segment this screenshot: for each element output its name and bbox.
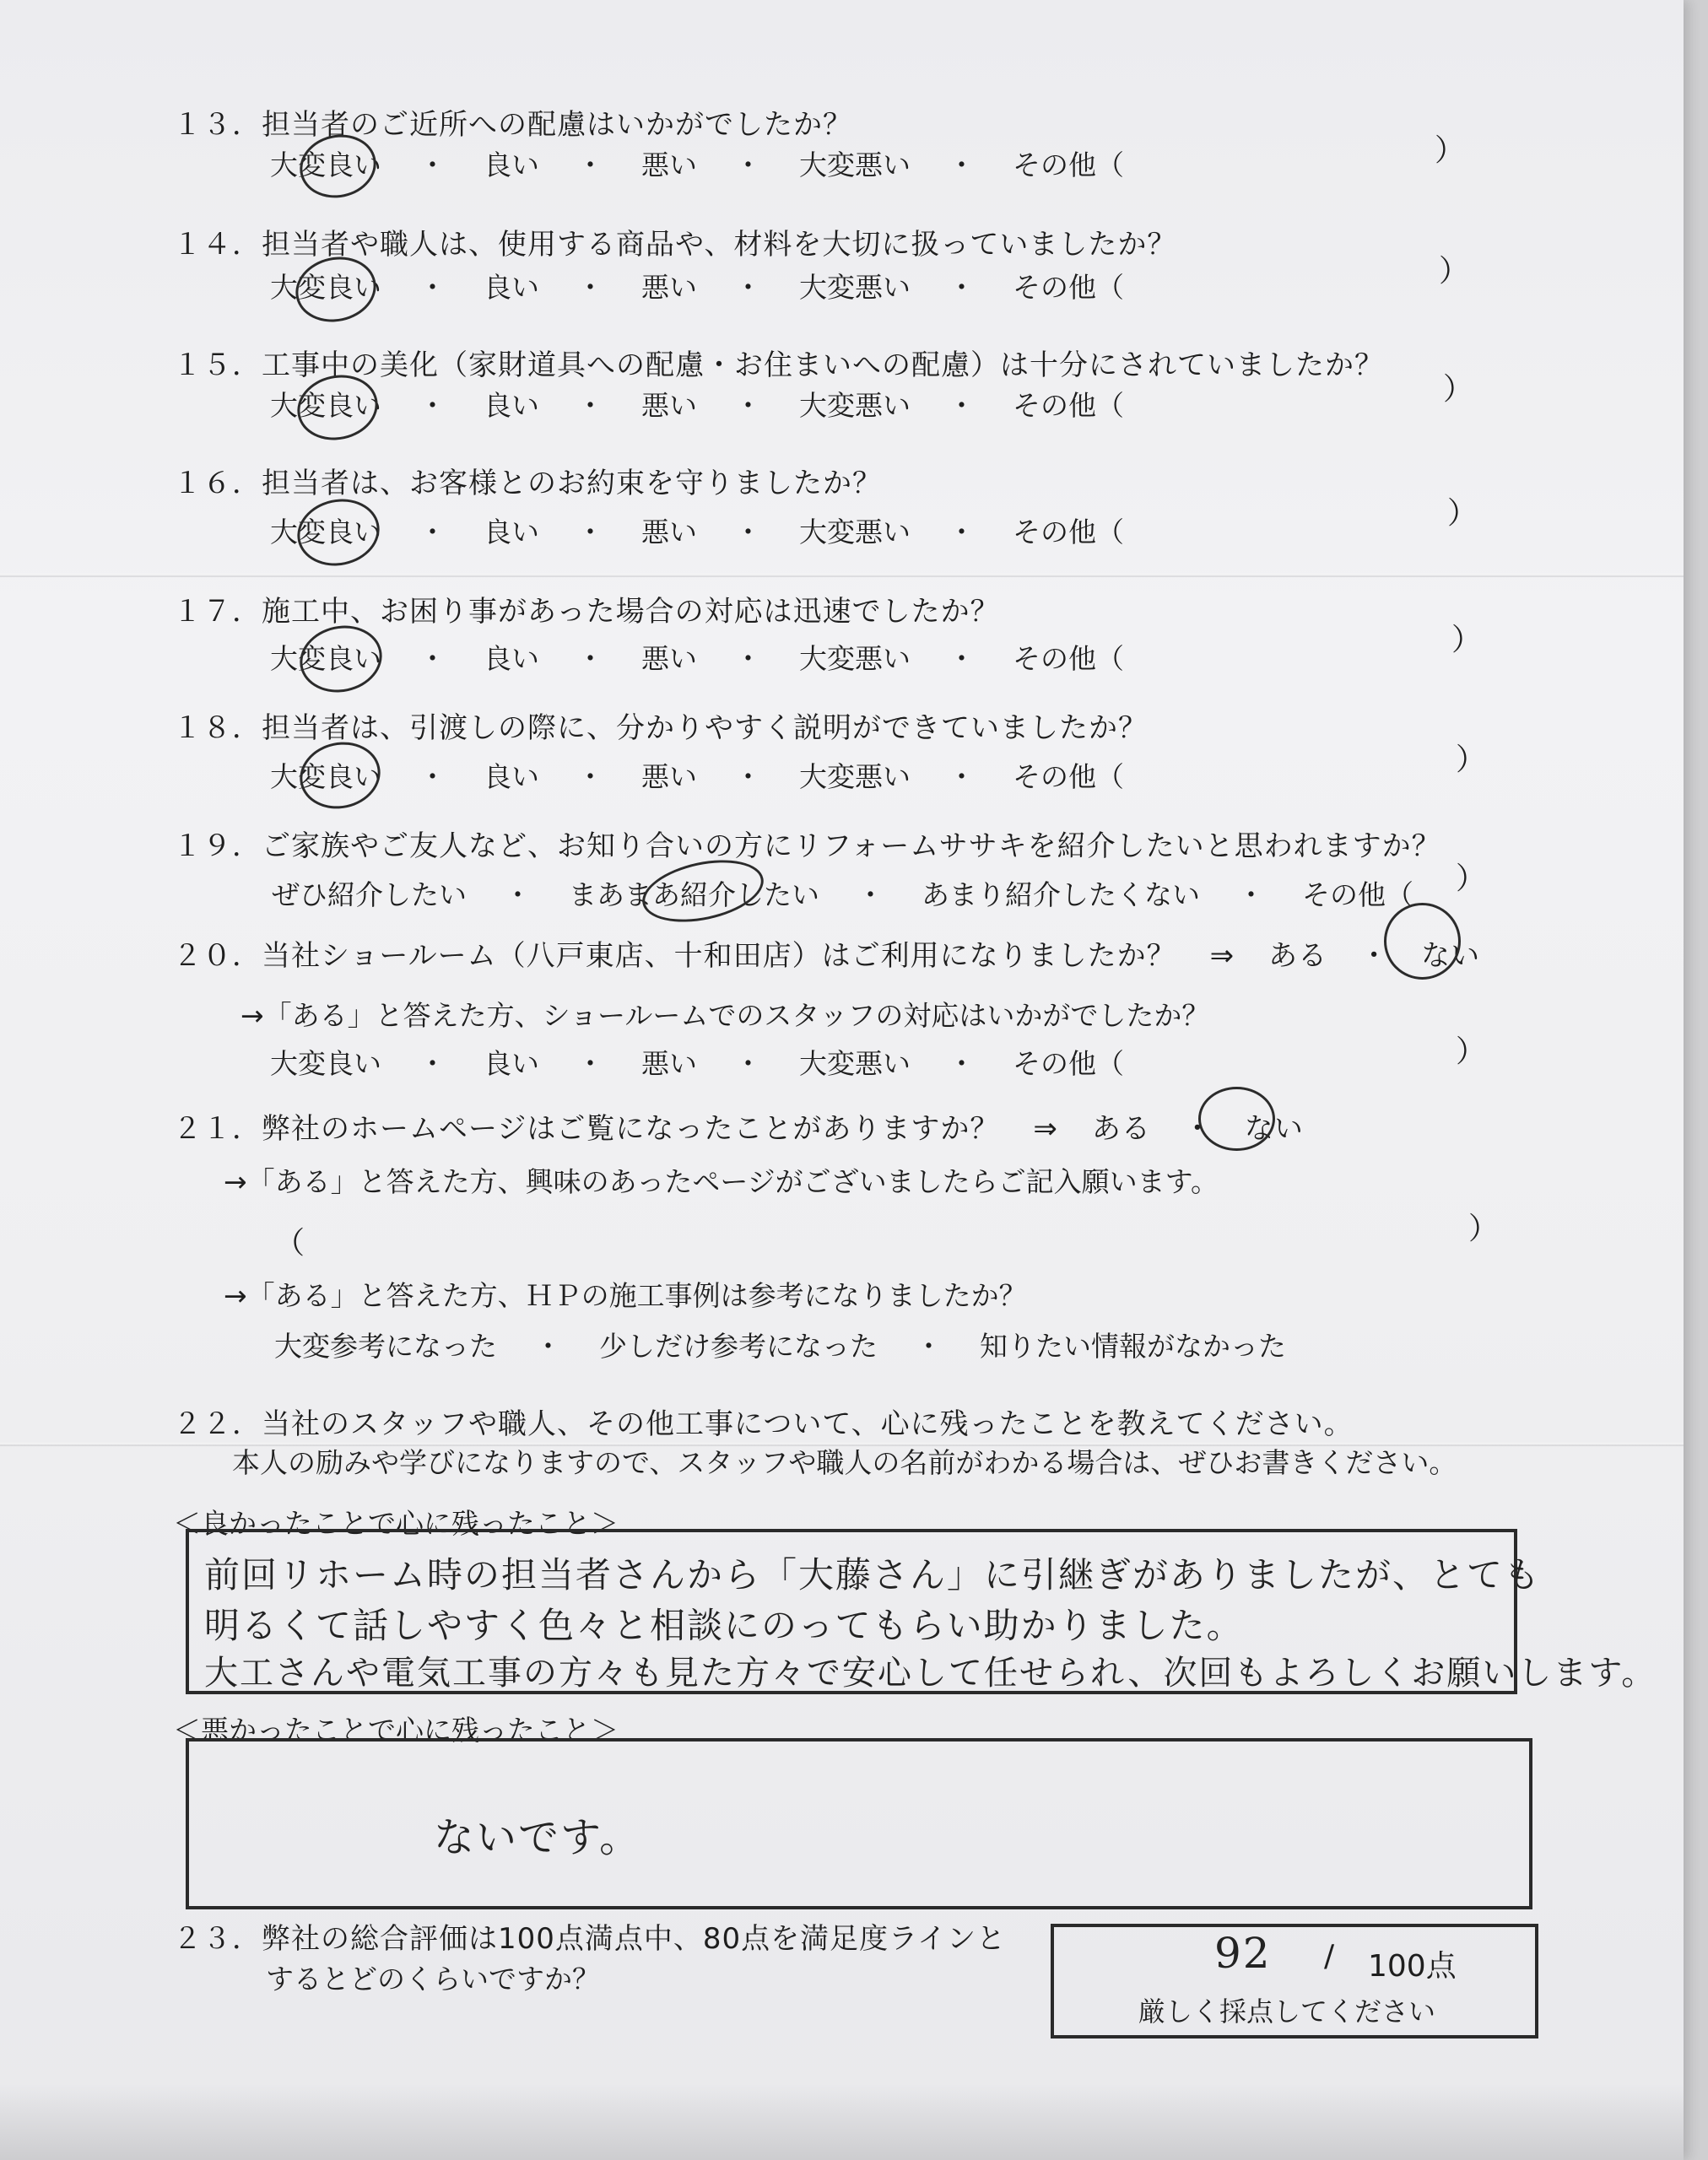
option-very-bad: 大変悪い — [799, 148, 911, 181]
close-paren: ） — [1439, 254, 1470, 289]
close-paren: ） — [1435, 133, 1466, 168]
question-14: １４．担当者や職人は、使用する商品や、材料を大切に扱っていましたか？ — [173, 228, 1177, 262]
options-q16: 大変良い ・ 良い ・ 悪い ・ 大変悪い ・ その他（ — [270, 516, 1124, 548]
question-20: ２０．当社ショールーム（八戸東店、十和田店）はご利用になりましたか？ ⇒ ある ・ ない — [173, 939, 1481, 973]
answer-circle — [1198, 1087, 1275, 1151]
close-paren: ） — [1451, 623, 1483, 657]
question-23-cont: するとどのくらいですか？ — [266, 1963, 600, 1995]
good-memories-label: ＜良かったことで心に残ったこと＞ — [173, 1507, 619, 1540]
followup-q21-examples: →「ある」と答えた方、ＨＰの施工事例は参考になりましたか？ — [224, 1279, 1027, 1312]
close-paren: ） — [1443, 372, 1474, 407]
handwritten-line: 明るくて話しやすく色々と相談にのってもらい助かりました。 — [204, 1605, 1244, 1646]
option-good: 良い — [484, 148, 539, 181]
question-23: ２３．弊社の総合評価は100点満点中、80点を満足度ラインと — [173, 1922, 1007, 1956]
answer-circle — [294, 618, 388, 700]
question-15: １５．工事中の美化（家財道具への配慮・お住まいへの配慮）は十分にされていましたか？ — [173, 348, 1384, 382]
options-q20: 大変良い ・ 良い ・ 悪い ・ 大変悪い ・ その他（ — [270, 1047, 1124, 1080]
options-q15: 大変良い ・ 良い ・ 悪い ・ 大変悪い ・ その他（ — [270, 389, 1124, 422]
option-other: その他（ — [1013, 148, 1124, 181]
question-21: ２１．弊社のホームページはご覧になったことがありますか？ ⇒ ある ・ ない — [173, 1112, 1304, 1146]
bad-memories-label: ＜悪かったことで心に残ったこと＞ — [173, 1714, 619, 1747]
close-paren: ） — [1456, 742, 1487, 777]
question-13: １３．担当者のご近所への配慮はいかがでしたか？ — [173, 108, 852, 142]
answer-circle — [291, 492, 386, 574]
close-paren: ） — [1456, 861, 1487, 896]
options-q18: 大変良い ・ 良い ・ 悪い ・ 大変悪い ・ その他（ — [270, 760, 1124, 793]
handwritten-line: 前回リホーム時の担当者さんから「大藤さん」に引継ぎがありましたが、とても — [204, 1554, 1542, 1596]
question-16: １６．担当者は、お客様とのお約束を守りましたか？ — [173, 467, 882, 500]
question-22: ２２．当社のスタッフや職人、その他工事について、心に残ったことを教えてください。 — [173, 1407, 1354, 1441]
open-paren: （ — [274, 1226, 305, 1261]
score-slash: / — [1324, 1939, 1335, 1974]
options-q14: 大変良い ・ 良い ・ 悪い ・ 大変悪い ・ その他（ — [270, 271, 1124, 304]
question-19: １９．ご家族やご友人など、お知り合いの方にリフォームササキを紹介したいと思われますか？ — [173, 829, 1441, 863]
option-very-good: 大変良い — [270, 148, 381, 181]
options-q13: 大変良い ・ 良い ・ 悪い ・ 大変悪い ・ その他（ — [270, 148, 1124, 181]
question-18: １８．担当者は、引渡しの際に、分かりやすく説明ができていましたか？ — [173, 711, 1148, 745]
answer-circle — [294, 735, 386, 816]
good-memories-box[interactable] — [186, 1529, 1657, 1694]
followup-q20: →「ある」と答えた方、ショールームでのスタッフの対応はいかがでしたか？ — [241, 999, 1210, 1032]
option-bad: 悪い — [641, 148, 697, 181]
close-paren: ） — [1468, 1212, 1500, 1246]
options-q19: ぜひ紹介したい ・ まあまあ紹介したい ・ あまり紹介したくない ・ その他（ — [272, 878, 1413, 911]
followup-q21-pages: →「ある」と答えた方、興味のあったページがございましたらご記入願います。 — [224, 1165, 1219, 1198]
handwritten-answer: ないです。 — [434, 1814, 642, 1861]
options-q17: 大変良い ・ 良い ・ 悪い ・ 大変悪い ・ その他（ — [270, 642, 1124, 675]
score-box[interactable] — [1051, 1924, 1538, 2038]
fold-line — [0, 574, 1684, 577]
score-max: 100点 — [1368, 1949, 1457, 1984]
close-paren: ） — [1447, 496, 1478, 531]
question-17: １７．施工中、お困り事があった場合の対応は迅速でしたか？ — [173, 595, 1000, 629]
score-note: 厳しく採点してください — [1138, 1995, 1436, 2028]
options-q21: 大変参考になった ・ 少しだけ参考になった ・ 知りたい情報がなかった — [274, 1330, 1286, 1363]
handwritten-line: 大工さんや電気工事の方々も見た方々で安心して任せられ、次回もよろしくお願いします。 — [204, 1654, 1657, 1693]
answer-circle — [1384, 903, 1461, 980]
page-shadow — [0, 2084, 1684, 2160]
score-value: 92 — [1214, 1929, 1272, 1978]
close-paren: ） — [1456, 1034, 1487, 1069]
question-22-note: 本人の励みや学びになりますので、スタッフや職人の名前がわかる場合は、ぜひお書きください。 — [232, 1446, 1457, 1479]
bad-memories-box[interactable] — [186, 1738, 1532, 1909]
